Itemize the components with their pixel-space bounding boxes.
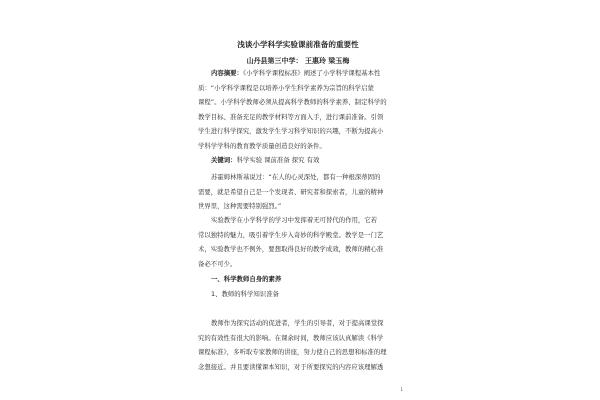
- subsection-heading-block: [198, 287, 398, 302]
- paragraph-line: 常以独特的魅力，吸引着学生步入奇妙的科学殿堂。教学是一门艺: [198, 230, 384, 239]
- keywords-text: 科学实验 课前准备 探究 有效: [236, 156, 320, 164]
- paragraph-line: 备必不可少。: [198, 259, 237, 268]
- abstract-line: 质：“小学科学课程是以培养小学生科学素养为宗旨的科学启蒙: [198, 83, 374, 92]
- quote-line: 需要，就是希望自己是一个发现者、研究者和探索者，儿童的精神: [198, 187, 384, 196]
- abstract-line: [198, 66, 398, 81]
- section-heading: 一、科学教师自身的素养: [211, 275, 282, 283]
- keywords-label: 关键词：: [211, 156, 237, 164]
- abstract-line: 教学目标、准备充足的教学材料等方面入手，进行课前准备。引领: [198, 112, 384, 121]
- paragraph-block: [198, 213, 398, 271]
- document-title: 浅谈小学科学实验课前准备的重要性: [237, 40, 359, 49]
- section-heading-block: [198, 272, 398, 287]
- subsection-heading: 1、教师的科学知识准备: [211, 290, 279, 298]
- abstract-block: [198, 66, 398, 153]
- paragraph-line: 术，实验教学也不例外，要想取得良好的教学成效，教师的精心准: [198, 245, 384, 253]
- quote-block: [198, 170, 398, 214]
- paragraph-line: 实验教学在小学科学的学习中发挥着无可替代的作用，它若: [211, 216, 378, 224]
- author-line: 山丹县第三中学： 王惠玲 梁玉梅: [246, 57, 350, 65]
- abstract-text: 《小学科学课程标准》阐述了小学科学课程基本性: [242, 69, 381, 77]
- keywords-line: [198, 153, 398, 168]
- abstract-label: 内容摘要：: [211, 69, 243, 77]
- abstract-line: 课程”。小学科学教师必须从提高科学教师的科学素养、制定科学的: [198, 98, 387, 106]
- body-block: [198, 316, 398, 374]
- keywords-block: [198, 153, 398, 168]
- body-line: 课程标准》，多听取专家教师的讲座，努力使自己的思想和标准的理: [198, 348, 387, 356]
- body-line: 教师作为探究活动的促进者，学生的引导者，对于提高课堂探: [211, 319, 384, 327]
- body-line: 究的有效性有很大的影响。在课余时间，教师应该认真解读《科学: [198, 333, 384, 342]
- body-line: 念想接近。并且要读懂课本知识，对于所要探究的内容应该理解透: [198, 362, 384, 371]
- page-number: 1: [400, 387, 403, 392]
- abstract-line: 学科学学科的教育教学质量创造良好的条件。: [198, 141, 326, 150]
- quote-line: 世界里，这种需要特别强烈。”: [198, 202, 282, 210]
- quote-line: 苏霍姆林斯基说过：“在人的心灵深处，都有一种根深蒂固的: [211, 173, 381, 181]
- abstract-line: 学生进行科学探究，激发学生学习科学知识的兴趣，不断为提高小: [198, 127, 384, 135]
